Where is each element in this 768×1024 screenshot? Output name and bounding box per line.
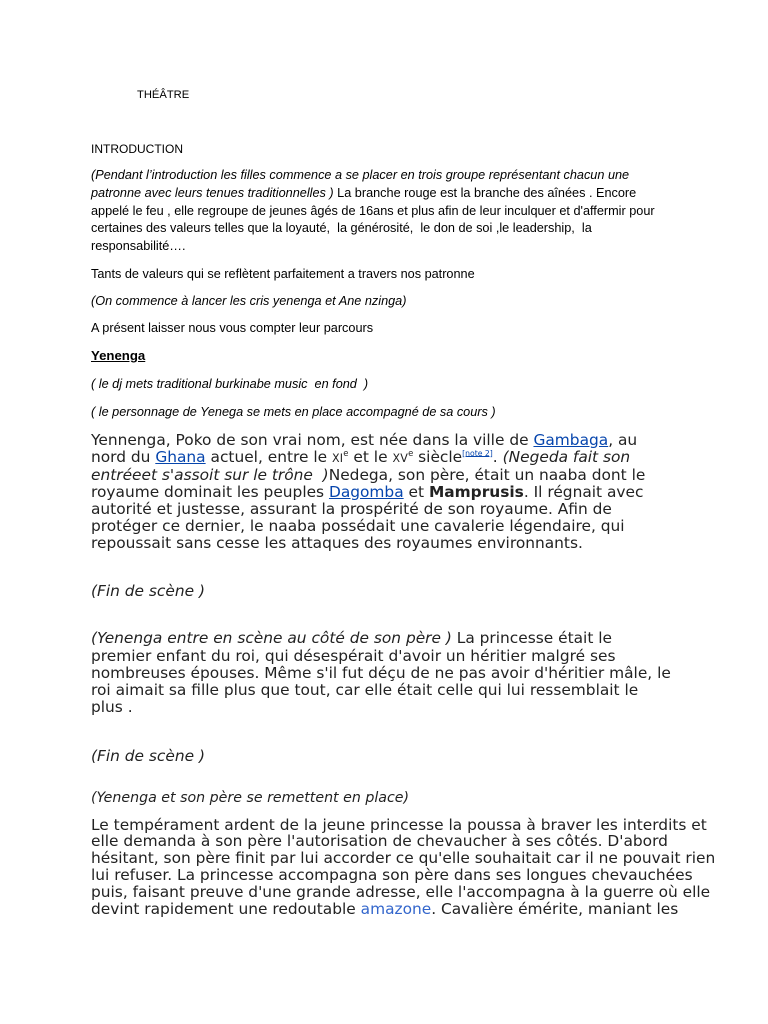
text-line: [91, 220, 655, 238]
text-run: actuel, entre le: [205, 447, 332, 466]
text-run: elle demanda à son père l'autorisation de chevaucher à ses côtés. D'abord: [91, 832, 668, 851]
stage-direction-entrance: ( le personnage de Yenega se mets en place accompagné de sa cours ): [91, 405, 496, 419]
text-line: [91, 850, 715, 867]
story-paragraph-3: [91, 817, 715, 918]
text-run: royaume dominait les peuples: [91, 482, 329, 501]
text-line: [91, 648, 671, 665]
text-line: [91, 432, 645, 449]
text-line: [91, 203, 655, 221]
text-line: [91, 833, 715, 850]
story-paragraph-1: [91, 432, 645, 552]
stage-direction-cries: (On commence à lancer les cris yenenga et Ane nzinga): [91, 294, 407, 308]
section-heading-introduction: INTRODUCTION: [91, 141, 183, 156]
link-dagomba[interactable]: Dagomba: [328, 482, 404, 501]
text-run: Le tempérament ardent de la jeune princesse la poussa à braver les interdits et: [91, 815, 707, 834]
century-numeral: XV: [392, 451, 409, 465]
text-run: .: [492, 447, 503, 466]
document-title: THÉÂTRE: [137, 89, 190, 101]
text-line: [91, 699, 671, 716]
scene-end-1: (Fin de scène ): [91, 581, 205, 600]
text-line: [91, 901, 715, 918]
text-run: premier enfant du roi, qui désespérait d'avoir un héritier malgré ses: [91, 646, 616, 665]
italic-text: (Yenenga entre en scène au côté de son père ): [91, 629, 452, 648]
values-line: Tants de valeurs qui se reflètent parfaitement a travers nos patronne: [91, 267, 475, 281]
text-run: Yennenga, Poko de son vrai nom, est née dans la ville de: [91, 430, 534, 449]
section-heading-yenenga: Yenenga: [91, 348, 146, 363]
text-line: [91, 518, 645, 535]
link-amazone[interactable]: amazone: [360, 899, 432, 918]
text-run: . Cavalière émérite, maniant les: [431, 899, 679, 918]
stage-direction-music: ( le dj mets traditional burkinabe music en fond ): [91, 377, 369, 391]
intro-paragraph: [91, 167, 655, 256]
text-run: Nedega, son père, était un naaba dont le: [328, 465, 646, 484]
transition-line: A présent laisser nous vous compter leur parcours: [91, 321, 374, 335]
text-line: [91, 185, 655, 203]
text-line: [91, 449, 645, 467]
century-numeral: XI: [331, 451, 344, 465]
text-run: roi aimait sa fille plus que tout, car elle était celle qui lui ressemblait le: [91, 681, 639, 700]
text-line: [91, 884, 715, 901]
text-run: et le: [348, 447, 393, 466]
text-line: [91, 484, 645, 501]
text-line: [91, 682, 671, 699]
link-gambaga[interactable]: Gambaga: [533, 430, 609, 449]
text-run: , au: [608, 430, 638, 449]
text-run: . Il régnait avec: [523, 482, 644, 501]
text-run: nombreuses épouses. Même s'il fut déçu de ne pas avoir d'héritier mâle, le: [91, 663, 671, 682]
italic-text: patronne avec leurs tenues traditionnelles ): [91, 185, 334, 200]
text-run: et: [403, 482, 429, 501]
text-line: [91, 867, 715, 884]
story-paragraph-2: [91, 630, 671, 716]
superscript: e: [408, 447, 414, 458]
scene-end-2: (Fin de scène ): [91, 746, 205, 765]
text-run: responsabilité….: [91, 239, 186, 254]
text-run: appelé le feu , elle regroupe de jeunes âgés de 16ans et plus afin de leur inculquer et d'affermir pour: [91, 203, 655, 218]
text-line: [91, 501, 645, 518]
bold-text: Mamprusis: [428, 482, 524, 501]
text-run: siècle: [413, 447, 463, 466]
text-run: devint rapidement une redoutable: [91, 899, 361, 918]
stage-direction-reset: (Yenenga et son père se remettent en place): [91, 789, 410, 806]
italic-text: (Negeda fait son: [502, 447, 631, 466]
text-run: puis, faisant preuve d'une grande adresse, elle l'accompagna à la guerre où elle: [91, 882, 711, 901]
text-line: [91, 238, 655, 256]
text-run: nord du: [91, 447, 156, 466]
text-line: [91, 467, 645, 484]
text-run: plus .: [91, 698, 133, 717]
text-run: La princesse était le: [451, 629, 613, 648]
text-line: [91, 665, 671, 682]
text-run: certaines des valeurs telles que la loyauté, la générosité, le don de soi ,le leadership, la: [91, 221, 592, 236]
footnote-link[interactable]: [note 2]: [462, 448, 493, 458]
text-line: [91, 630, 671, 647]
text-run: lui refuser. La princesse accompagna son père dans ses longues chevauchées: [91, 865, 693, 884]
italic-text: (Pendant l’introduction les filles commence a se placer en trois groupe représentant chacun une: [91, 168, 630, 182]
text-run: autorité et justesse, assurant la prospérité de son royaume. Afin de: [91, 499, 612, 518]
text-run: repoussait sans cesse les attaques des royaumes environnants.: [91, 533, 583, 552]
link-ghana[interactable]: Ghana: [155, 447, 206, 466]
text-line: [91, 817, 715, 834]
text-run: La branche rouge est la branche des aînées . Encore: [333, 185, 637, 200]
text-run: protéger ce dernier, le naaba possédait une cavalerie légendaire, qui: [91, 516, 625, 535]
superscript: e: [343, 447, 349, 458]
text-run: hésitant, son père finit par lui accorder ce qu'elle souhaitait car il ne pouvait rien: [91, 849, 716, 868]
text-line: [91, 535, 645, 552]
italic-text: entréeet s'assoit sur le trône ): [91, 465, 329, 484]
text-line: [91, 167, 655, 185]
